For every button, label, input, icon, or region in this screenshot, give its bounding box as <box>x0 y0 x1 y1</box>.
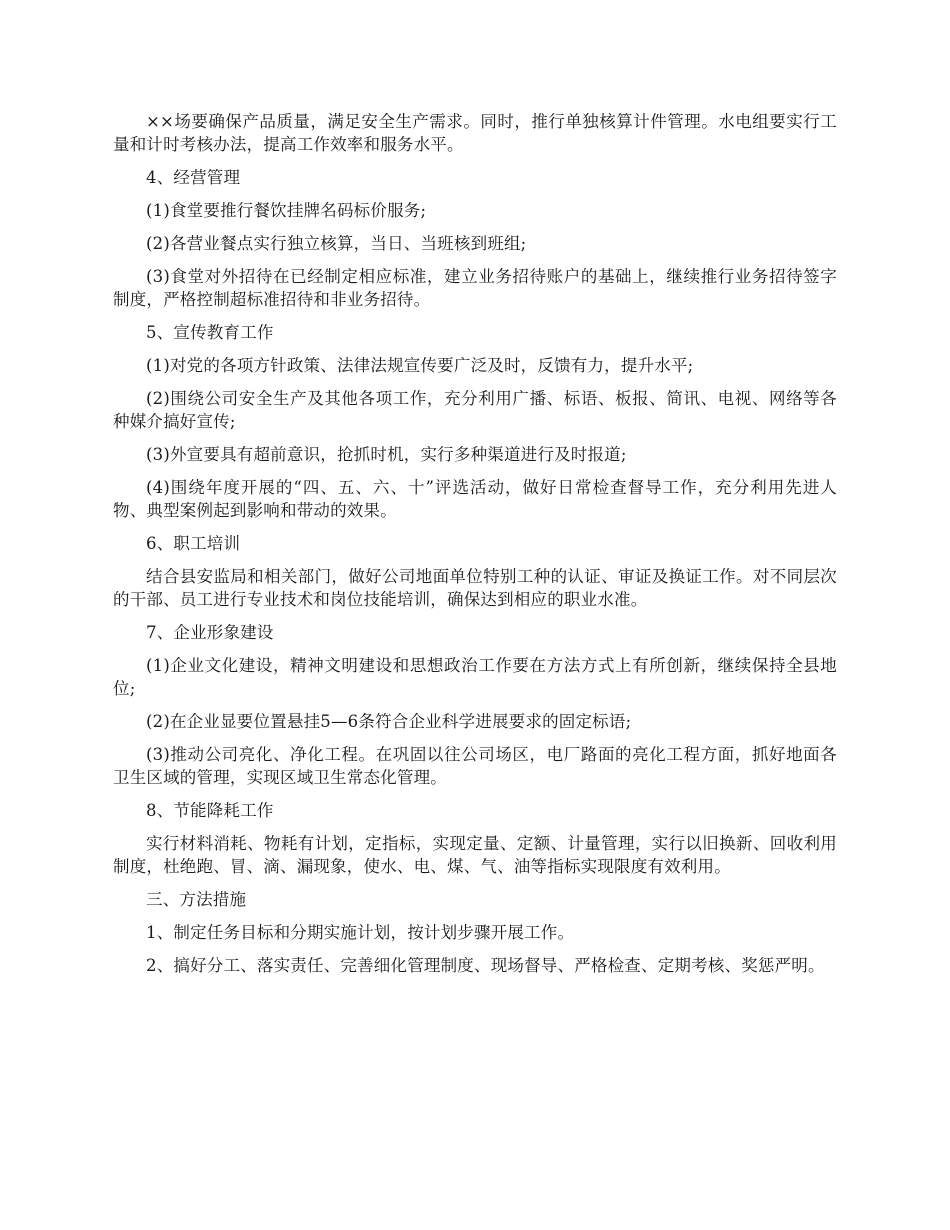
list-item: (2)围绕公司安全生产及其他各项工作，充分利用广播、标语、板报、简讯、电视、网络等各种媒介搞好宣传; <box>113 389 837 431</box>
list-item: 1、制定任务目标和分期实施计划，按计划步骤开展工作。 <box>146 923 575 942</box>
document-body <box>113 110 837 987</box>
heading-publicity-education: 5、宣传教育工作 <box>146 323 274 342</box>
list-item: (2)各营业餐点实行独立核算，当日、当班核到班组; <box>146 234 527 253</box>
list-item: 2、搞好分工、落实责任、完善细化管理制度、现场督导、严格检查、定期考核、奖惩严明。 <box>146 956 825 975</box>
heading-staff-training: 6、职工培训 <box>146 534 241 553</box>
list-item: (1)对党的各项方针政策、法律法规宣传要广泛及时，反馈有力，提升水平; <box>146 356 694 375</box>
list-item: (2)在企业显要位置悬挂5—6条符合企业科学进展要求的固定标语; <box>146 712 632 731</box>
list-item: (1)食堂要推行餐饮挂牌名码标价服务; <box>146 201 427 220</box>
heading-methods-measures: 三、方法措施 <box>146 890 247 909</box>
list-item: (3)外宣要具有超前意识，抢抓时机，实行多种渠道进行及时报道; <box>146 445 627 464</box>
list-item: (3)食堂对外招待在已经制定相应标准，建立业务招待账户的基础上，继续推行业务招待签字制度，严格控制超标准招待和非业务招待。 <box>113 267 837 309</box>
list-item: (1)企业文化建设，精神文明建设和思想政治工作要在方法方式上有所创新，继续保持全县地位; <box>113 656 837 698</box>
list-item: (4)围绕年度开展的“四、五、六、十”评选活动，做好日常检查督导工作，充分利用先进人物、典型案例起到影响和带动的效果。 <box>113 478 837 520</box>
heading-corporate-image: 7、企业形象建设 <box>146 623 274 642</box>
paragraph-intro: ××场要确保产品质量，满足安全生产需求。同时，推行单独核算计件管理。水电组要实行工量和计时考核办法，提高工作效率和服务水平。 <box>113 112 837 154</box>
paragraph-staff-training: 结合县安监局和相关部门，做好公司地面单位特别工种的认证、审证及换证工作。对不同层次的干部、员工进行专业技术和岗位技能培训，确保达到相应的职业水准。 <box>113 567 837 609</box>
paragraph-energy-saving: 实行材料消耗、物耗有计划，定指标，实现定量、定额、计量管理，实行以旧换新、回收利用制度，杜绝跑、冒、滴、漏现象，使水、电、煤、气、油等指标实现限度有效利用。 <box>113 834 837 876</box>
list-item: (3)推动公司亮化、净化工程。在巩固以往公司场区，电厂路面的亮化工程方面，抓好地面各卫生区域的管理，实现区域卫生常态化管理。 <box>113 745 837 787</box>
heading-energy-saving: 8、节能降耗工作 <box>146 801 274 820</box>
heading-business-management: 4、经营管理 <box>146 168 241 187</box>
